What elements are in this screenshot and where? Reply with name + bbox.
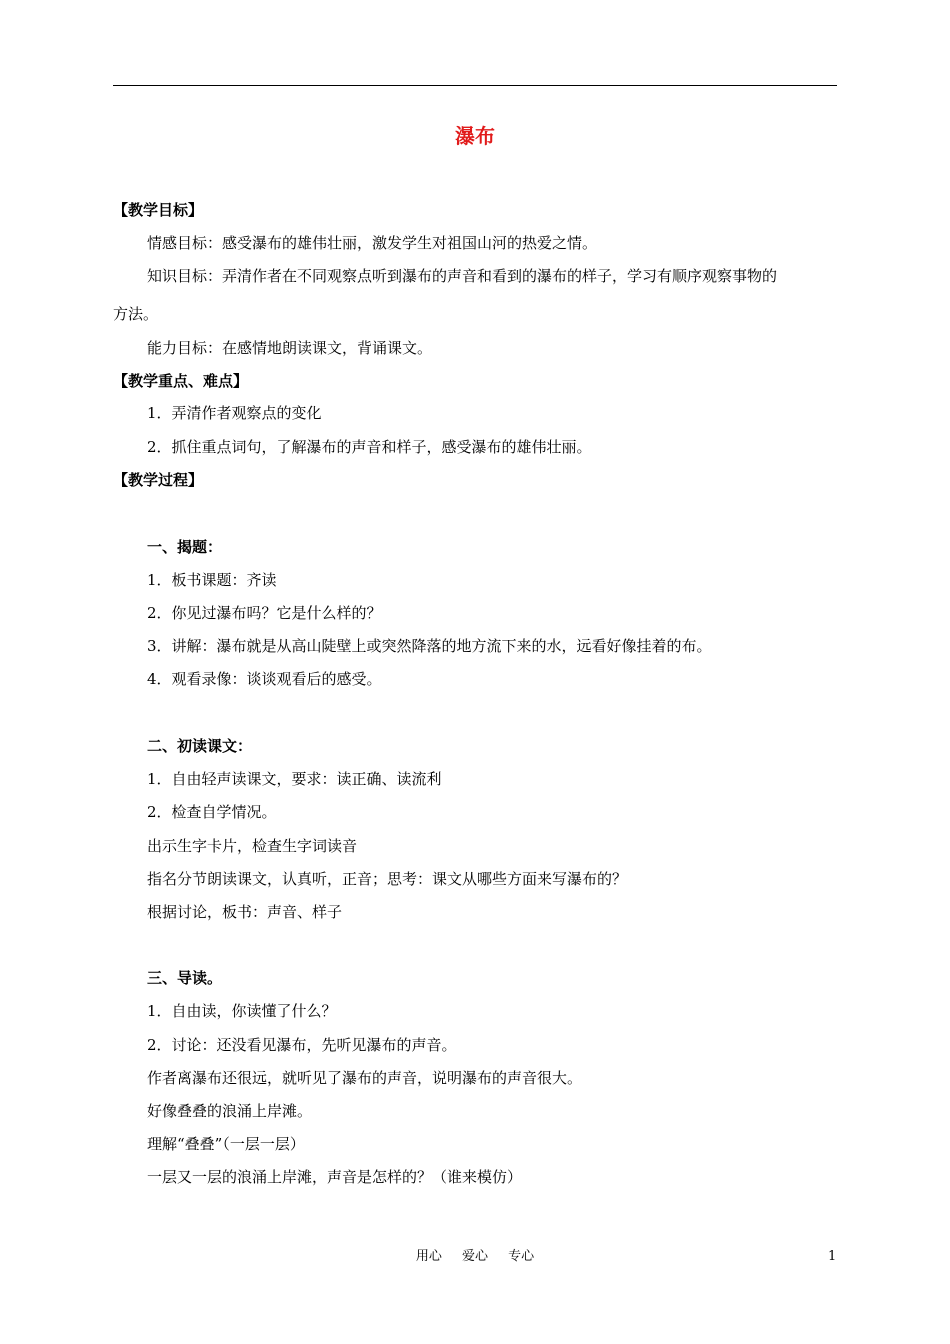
footer-word: 爱心 (461, 1249, 488, 1264)
list-item: 1．自由读，你读懂了什么？ (147, 1002, 337, 1020)
footer-word: 专心 (508, 1249, 535, 1264)
page-number: 1 (828, 1249, 837, 1264)
section-heading-process: 【教学过程】 (113, 471, 204, 489)
list-item: 4．观看录像：谈谈观看后的感受。 (147, 670, 382, 688)
list-item: 1．自由轻声读课文，要求：读正确、读流利 (147, 770, 442, 788)
paragraph-line: 方法。 (113, 305, 159, 323)
paragraph-line: 1．弄清作者观察点的变化 (147, 404, 322, 422)
paragraph-line: 一层又一层的浪涌上岸滩，声音是怎样的？（谁来模仿） (147, 1168, 523, 1186)
paragraph-line: 根据讨论，板书：声音、样子 (147, 903, 343, 921)
paragraph-line: 指名分节朗读课文，认真听，正音；思考：课文从哪些方面来写瀑布的？ (147, 870, 628, 888)
footer-word: 用心 (415, 1249, 442, 1264)
list-item: 3．讲解：瀑布就是从高山陡壁上或突然降落的地方流下来的水，远看好像挂着的布。 (147, 637, 712, 655)
document-title: 瀑布 (455, 124, 495, 148)
list-item: 2．检查自学情况。 (147, 803, 277, 821)
paragraph-line: 情感目标：感受瀑布的雄伟壮丽，激发学生对祖国山河的热爱之情。 (147, 234, 598, 252)
list-item: 2．讨论：还没看见瀑布，先听见瀑布的声音。 (147, 1036, 457, 1054)
list-item: 1．板书课题：齐读 (147, 571, 277, 589)
section-heading-key-points: 【教学重点、难点】 (113, 372, 249, 390)
paragraph-line: 出示生字卡片，检查生字词读音 (147, 837, 358, 855)
subsection-heading: 二、初读课文： (147, 737, 253, 755)
paragraph-line: 作者离瀑布还很远，就听见了瀑布的声音，说明瀑布的声音很大。 (147, 1069, 583, 1087)
subsection-heading: 一、揭题： (147, 538, 223, 556)
paragraph-line: 好像叠叠的浪涌上岸滩。 (147, 1102, 313, 1120)
header-rule (113, 85, 837, 86)
page-footer (0, 1248, 950, 1266)
paragraph-line: 2．抓住重点词句，了解瀑布的声音和样子，感受瀑布的雄伟壮丽。 (147, 438, 592, 456)
list-item: 2．你见过瀑布吗？它是什么样的？ (147, 604, 382, 622)
section-heading-objectives: 【教学目标】 (113, 201, 204, 219)
paragraph-line: 知识目标：弄清作者在不同观察点听到瀑布的声音和看到的瀑布的样子，学习有顺序观察事物的 (147, 267, 778, 285)
paragraph-line: 理解“叠叠”（一层一层） (147, 1135, 305, 1153)
subsection-heading: 三、导读。 (147, 969, 223, 987)
paragraph-line: 能力目标：在感情地朗读课文，背诵课文。 (147, 339, 433, 357)
